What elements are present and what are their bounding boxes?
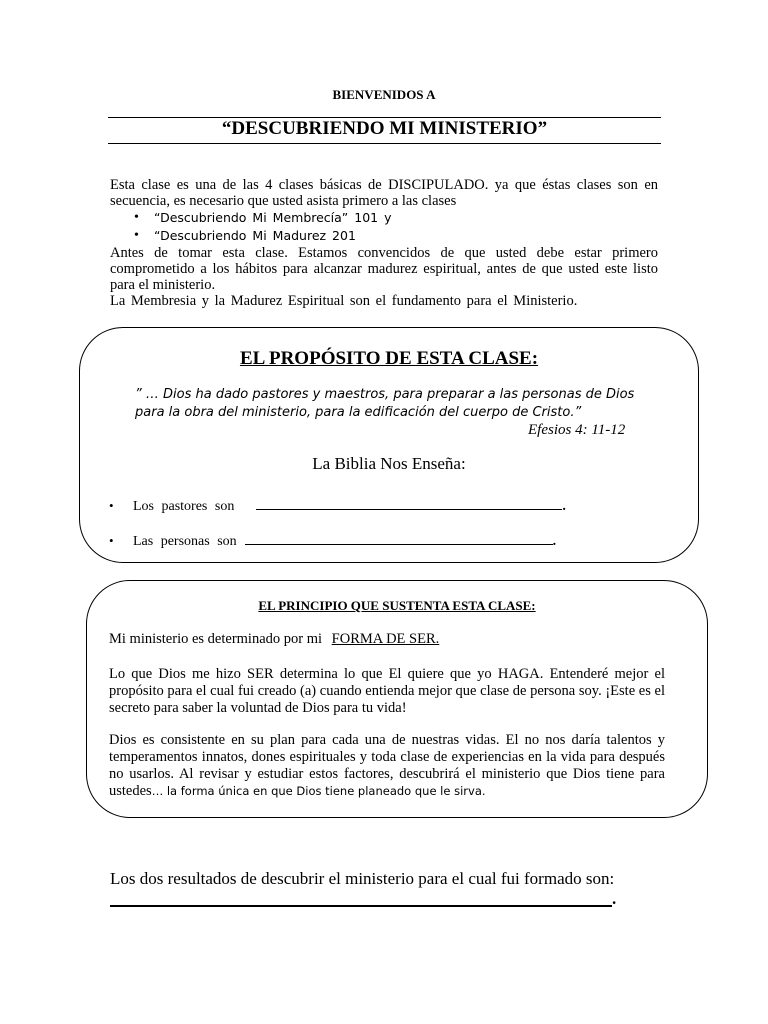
prerequisite-item: • “Descubriendo Mi Madurez 201 [110, 227, 658, 245]
closing-end-mark: . [612, 889, 617, 908]
prerequisite-item: • “Descubriendo Mi Membrecía” 101 y [110, 209, 658, 227]
bullet-icon: • [109, 533, 114, 548]
fill-in-label: Las personas son [133, 534, 237, 549]
fill-in-label: Los pastores son [133, 499, 235, 514]
intro-section [110, 177, 658, 309]
purpose-box [79, 327, 699, 563]
answer-blank[interactable] [256, 496, 562, 510]
page-title: “DESCUBRIENDO MI MINISTERIO” [221, 118, 548, 139]
fill-end-mark: . [552, 534, 557, 549]
principle-box [86, 580, 708, 818]
title-rule-bottom [108, 143, 661, 144]
intro-paragraph-2: Antes de tomar esta clase. Estamos convencidos de que usted debe estar primero comprometido a los hábitos para alcanzar madurez espiritual, antes de que usted este listo para el ministerio. [110, 245, 658, 293]
bullet-icon: • [109, 498, 114, 513]
scripture-reference: Efesios 4: 11-12 [528, 422, 626, 438]
closing-question: Los dos resultados de descubrir el ministerio para el cual fui formado son: [110, 869, 615, 888]
prerequisite-list [110, 209, 658, 245]
pre-title: BIENVENIDOS A [332, 87, 436, 102]
principle-line-1 [109, 631, 665, 648]
fill-in-row-personas [109, 531, 556, 550]
principle-heading: EL PRINCIPIO QUE SUSTENTA ESTA CLASE: [258, 598, 536, 613]
answer-blank[interactable] [245, 531, 553, 545]
closing-answer-blank[interactable] [110, 905, 612, 907]
principle-paragraph-3 [109, 732, 665, 800]
purpose-heading: EL PROPÓSITO DE ESTA CLASE: [239, 348, 539, 369]
principle-line-1-prefix: Mi ministerio es determinado por mi [109, 631, 323, 647]
intro-paragraph-1: Esta clase es una de las 4 clases básicas de DISCIPULADO. ya que éstas clases son en secuencia, es necesario que usted asista primero a las clases [110, 177, 658, 209]
principle-paragraph-2: Lo que Dios me hizo SER determina lo que El quiere que yo HAGA. Entenderé mejor el propósito para el cual fui creado (a) cuando entienda mejor que clase de persona soy. ¡Este es el secreto para saber la voluntad de Dios para tu vida! [109, 666, 665, 716]
intro-paragraph-3: La Membresia y la Madurez Espiritual son el fundamento para el Ministerio. [110, 293, 578, 309]
fill-end-mark: . [562, 499, 566, 514]
purpose-subheading: La Biblia Nos Enseña: [312, 454, 466, 473]
purpose-quote: ” … Dios ha dado pastores y maestros, para preparar a las personas de Dios para la obra del ministerio, para la edificación del cuerpo de Cristo.” [135, 387, 635, 420]
principle-paragraph-3-main: Dios es consistente en su plan para cada una de nuestras vidas. El no nos daría talentos y temperamentos innatos, dones espirituales y toda clase de experiencias en la vida para después no usarlos. Al revisar y estudiar estos factores, descubrirá el ministerio que Dios tiene para ustedes [109, 732, 665, 799]
fill-in-row-pastores [109, 496, 566, 515]
forma-de-ser-emphasis: FORMA DE SER. [331, 631, 440, 647]
principle-paragraph-3-tail: … la forma única en que Dios tiene planeado que le sirva. [151, 784, 486, 798]
